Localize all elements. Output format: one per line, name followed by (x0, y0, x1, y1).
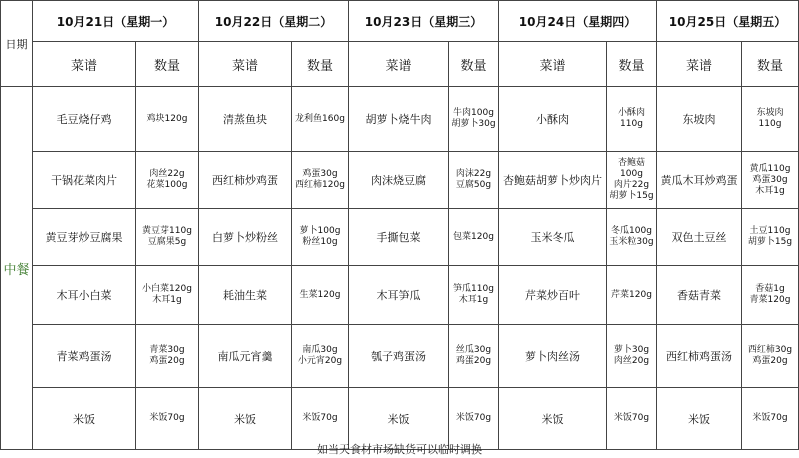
qty-column-header: 数量 (607, 42, 657, 87)
quantity-line: 木耳1g (152, 295, 182, 305)
quantity-line: 杏鲍菇100g (617, 158, 645, 179)
quantity-line: 鸡蛋30g (752, 174, 788, 185)
dish-name: 清蒸鱼块 (199, 87, 292, 152)
quantity-line: 米饭70g (302, 413, 338, 423)
dish-quantity (742, 266, 799, 325)
quantity-line: 包菜120g (453, 231, 494, 242)
quantity-line: 南瓜30g (302, 345, 338, 355)
menu-row (1, 266, 799, 325)
dish-name: 南瓜元宵羹 (199, 325, 292, 388)
dish-name: 西红柿鸡蛋汤 (657, 325, 742, 388)
quantity-line: 小酥肉110g (617, 108, 645, 129)
quantity-line: 黄豆芽110g (142, 226, 192, 236)
quantity-line: 肉片22g (613, 180, 650, 190)
quantity-line: 鸡蛋20g (752, 356, 788, 366)
dish-name: 东坡肉 (657, 87, 742, 152)
dish-name: 米饭 (657, 388, 742, 450)
dish-name: 米饭 (499, 388, 607, 450)
dish-name: 双色土豆丝 (657, 209, 742, 266)
dish-quantity (292, 87, 349, 152)
dish-name: 手撕包菜 (349, 209, 449, 266)
quantity-line: 东坡肉 (756, 108, 784, 118)
dish-quantity (292, 325, 349, 388)
quantity-line: 黄瓜110g (749, 163, 791, 174)
dish-name: 萝卜肉丝汤 (499, 325, 607, 388)
dish-quantity (136, 266, 199, 325)
dish-name: 瓠子鸡蛋汤 (349, 325, 449, 388)
quantity-line: 米饭70g (613, 413, 650, 423)
dish-quantity (136, 152, 199, 209)
quantity-line: 玉米粒30g (609, 237, 654, 247)
dish-name: 小酥肉 (499, 87, 607, 152)
dish-quantity (742, 87, 799, 152)
dish-quantity (292, 209, 349, 266)
dish-quantity (449, 266, 499, 325)
dish-quantity (136, 87, 199, 152)
dish-column-header: 菜谱 (499, 42, 607, 87)
quantity-line: 牛肉100g (453, 108, 494, 118)
dish-quantity (607, 152, 657, 209)
quantity-line: 胡萝卜15g (609, 191, 654, 201)
dish-name: 米饭 (199, 388, 292, 450)
quantity-line: 笋瓜110g (453, 284, 494, 294)
menu-row (1, 325, 799, 388)
dish-name: 黄瓜木耳炒鸡蛋 (657, 152, 742, 209)
quantity-line: 木耳1g (458, 295, 489, 305)
quantity-line: 110g (758, 119, 782, 129)
quantity-line: 青菜30g (149, 345, 185, 355)
date-header: 10月23日（星期三） (349, 1, 499, 42)
dish-name: 耗油生菜 (199, 266, 292, 325)
quantity-line: 鸡蛋20g (149, 356, 185, 366)
dish-quantity (607, 325, 657, 388)
dish-quantity (449, 152, 499, 209)
meal-label: 中餐 (1, 87, 33, 450)
dish-quantity (607, 266, 657, 325)
date-header: 10月22日（星期二） (199, 1, 349, 42)
dish-quantity (742, 152, 799, 209)
date-header: 10月21日（星期一） (33, 1, 199, 42)
dish-quantity (449, 325, 499, 388)
dish-name: 干锅花菜肉片 (33, 152, 136, 209)
quantity-line: 萝卜30g (613, 345, 650, 355)
dish-name: 杏鲍菇胡萝卜炒肉片 (499, 152, 607, 209)
quantity-line: 木耳1g (755, 185, 785, 196)
quantity-line: 丝瓜30g (455, 345, 492, 355)
dish-quantity (449, 209, 499, 266)
quantity-line: 冬瓜100g (611, 226, 652, 236)
quantity-line: 西红柿30g (747, 345, 793, 355)
dish-name: 毛豆烧仔鸡 (33, 87, 136, 152)
qty-column-header: 数量 (136, 42, 199, 87)
dish-quantity (449, 87, 499, 152)
dish-quantity (607, 209, 657, 266)
dish-name: 西红柿炒鸡蛋 (199, 152, 292, 209)
dish-name: 木耳小白菜 (33, 266, 136, 325)
quantity-line: 小白菜120g (142, 284, 192, 294)
quantity-line: 芹菜120g (611, 289, 652, 300)
quantity-line: 米饭70g (752, 413, 788, 423)
quantity-line: 小元宵20g (297, 356, 343, 366)
dish-quantity (742, 209, 799, 266)
quantity-line: 米饭70g (149, 413, 185, 423)
quantity-line: 鸡蛋20g (455, 356, 492, 366)
dish-quantity (292, 266, 349, 325)
menu-row (1, 209, 799, 266)
footer-note: 如当天食材市场缺货可以临时调换 (317, 443, 482, 456)
dish-name: 白萝卜炒粉丝 (199, 209, 292, 266)
quantity-line: 西红柿120g (295, 180, 345, 190)
quantity-line: 鸡蛋30g (302, 169, 338, 179)
quantity-line: 鸡块120g (146, 113, 188, 124)
menu-row (1, 87, 799, 152)
date-header: 10月25日（星期五） (657, 1, 799, 42)
qty-column-header: 数量 (742, 42, 799, 87)
dish-quantity (136, 325, 199, 388)
quantity-line: 胡萝卜15g (747, 237, 793, 247)
quantity-line: 肉丝22g (149, 169, 185, 179)
dish-quantity (742, 325, 799, 388)
quantity-line: 肉沫22g (455, 169, 492, 179)
dish-name: 木耳笋瓜 (349, 266, 449, 325)
quantity-line: 萝卜100g (299, 226, 341, 236)
quantity-line: 肉丝20g (613, 356, 650, 366)
quantity-line: 龙利鱼160g (295, 113, 345, 124)
date-header: 10月24日（星期四） (499, 1, 657, 42)
quantity-line: 土豆110g (749, 226, 791, 236)
dish-name: 肉沫烧豆腐 (349, 152, 449, 209)
dish-column-header: 菜谱 (33, 42, 136, 87)
dish-name: 玉米冬瓜 (499, 209, 607, 266)
quantity-line: 青菜120g (749, 295, 791, 305)
menu-row (1, 152, 799, 209)
quantity-line: 豆腐果5g (147, 237, 187, 247)
qty-column-header: 数量 (449, 42, 499, 87)
dish-quantity (607, 87, 657, 152)
quantity-line: 生菜120g (299, 289, 341, 300)
quantity-line: 胡萝卜30g (451, 119, 496, 129)
dish-column-header: 菜谱 (657, 42, 742, 87)
quantity-line: 粉丝10g (302, 237, 338, 247)
qty-column-header: 数量 (292, 42, 349, 87)
quantity-line: 香菇1g (755, 284, 785, 294)
dish-name: 米饭 (33, 388, 136, 450)
quantity-line: 米饭70g (455, 413, 492, 423)
dish-name: 芹菜炒百叶 (499, 266, 607, 325)
dish-quantity (136, 209, 199, 266)
quantity-line: 豆腐50g (455, 180, 492, 190)
dish-name: 香菇青菜 (657, 266, 742, 325)
quantity-line: 花菜100g (146, 180, 188, 190)
date-row-label: 日期 (1, 1, 33, 87)
dish-name: 米饭 (349, 388, 449, 450)
dish-name: 黄豆芽炒豆腐果 (33, 209, 136, 266)
dish-column-header: 菜谱 (199, 42, 292, 87)
dish-column-header: 菜谱 (349, 42, 449, 87)
dish-name: 青菜鸡蛋汤 (33, 325, 136, 388)
dish-name: 胡萝卜烧牛肉 (349, 87, 449, 152)
dish-quantity (292, 152, 349, 209)
